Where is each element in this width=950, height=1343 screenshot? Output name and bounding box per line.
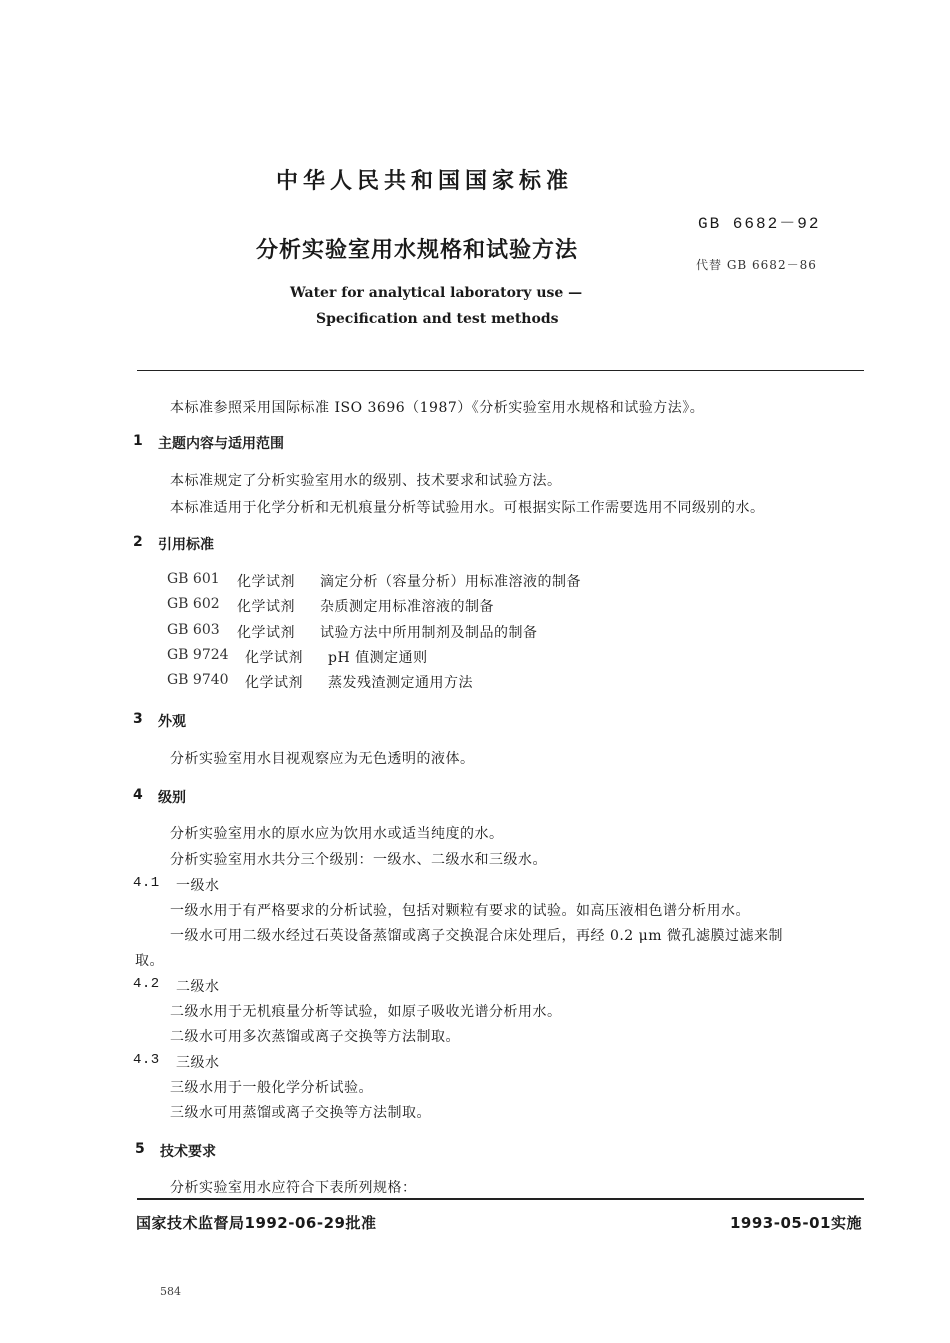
subsection-4-2-number: 4.2	[133, 976, 160, 992]
section-1-title: 主题内容与适用范围	[158, 436, 284, 452]
section-1-number: 1	[133, 433, 143, 449]
ref-code: GB 602	[167, 596, 220, 612]
intro-paragraph: 本标准参照采用国际标准 ISO 3696（1987）《分析实验室用水规格和试验方法》。	[170, 400, 705, 416]
section-4-paragraph: 分析实验室用水的原水应为饮用水或适当纯度的水。	[170, 826, 504, 842]
ref-code: GB 603	[167, 622, 220, 638]
header-divider	[137, 370, 864, 371]
section-5-title: 技术要求	[160, 1144, 216, 1160]
ref-category: 化学试剂	[245, 650, 303, 666]
subsection-4-3-paragraph: 三级水可用蒸馏或离子交换等方法制取。	[170, 1105, 431, 1121]
subsection-4-1-number: 4.1	[133, 875, 160, 891]
replaces-standard: 代替 GB 6682－86	[696, 258, 817, 272]
section-2-title: 引用标准	[158, 537, 214, 553]
ref-name: 杂质测定用标准溶液的制备	[320, 599, 494, 615]
ref-category: 化学试剂	[237, 625, 295, 641]
ref-category: 化学试剂	[237, 574, 295, 590]
ref-name: 试验方法中所用制剂及制品的制备	[320, 625, 538, 641]
document-title-en-line2: Specification and test methods	[316, 311, 559, 327]
subsection-4-2-title: 二级水	[176, 979, 220, 995]
ref-name: pH 值测定通则	[328, 650, 428, 666]
ref-code: GB 9724	[167, 647, 229, 663]
page-number: 584	[160, 1285, 181, 1298]
section-4-paragraph: 分析实验室用水共分三个级别：一级水、二级水和三级水。	[170, 852, 547, 868]
subsection-4-3-paragraph: 三级水用于一般化学分析试验。	[170, 1080, 373, 1096]
subsection-4-1-paragraph: 一级水可用二级水经过石英设备蒸馏或离子交换混合床处理后，再经 0.2 μm 微孔滤膜过滤来制	[170, 928, 783, 944]
national-standard-heading: 中华人民共和国国家标准	[276, 169, 574, 194]
section-3-number: 3	[133, 711, 143, 727]
approval-line: 国家技术监督局1992-06-29批准	[136, 1214, 377, 1232]
section-2-number: 2	[133, 534, 143, 550]
subsection-4-1-paragraph: 一级水用于有严格要求的分析试验，包括对颗粒有要求的试验。如高压液相色谱分析用水。	[170, 903, 750, 919]
document-title-en-line1: Water for analytical laboratory use —	[290, 285, 583, 301]
footer-divider	[137, 1198, 864, 1200]
section-1-paragraph: 本标准适用于化学分析和无机痕量分析等试验用水。可根据实际工作需要选用不同级别的水。	[170, 500, 765, 516]
section-5-number: 5	[135, 1141, 145, 1157]
section-3-paragraph: 分析实验室用水目视观察应为无色透明的液体。	[170, 751, 475, 767]
section-5-paragraph: 分析实验室用水应符合下表所列规格：	[170, 1180, 417, 1196]
standard-number: GB 6682－92	[698, 215, 821, 233]
ref-name: 蒸发残渣测定通用方法	[328, 675, 473, 691]
ref-category: 化学试剂	[237, 599, 295, 615]
subsection-4-1-title: 一级水	[176, 878, 220, 894]
ref-code: GB 9740	[167, 672, 229, 688]
ref-name: 滴定分析（容量分析）用标准溶液的制备	[320, 574, 581, 590]
section-4-number: 4	[133, 787, 143, 803]
subsection-4-3-title: 三级水	[176, 1055, 220, 1071]
section-1-paragraph: 本标准规定了分析实验室用水的级别、技术要求和试验方法。	[170, 473, 562, 489]
ref-category: 化学试剂	[245, 675, 303, 691]
subsection-4-2-paragraph: 二级水用于无机痕量分析等试验，如原子吸收光谱分析用水。	[170, 1004, 562, 1020]
subsection-4-3-number: 4.3	[133, 1052, 160, 1068]
ref-code: GB 601	[167, 571, 220, 587]
effective-date: 1993-05-01实施	[730, 1214, 862, 1232]
subsection-4-2-paragraph: 二级水可用多次蒸馏或离子交换等方法制取。	[170, 1029, 460, 1045]
section-3-title: 外观	[158, 714, 186, 730]
document-title-cn: 分析实验室用水规格和试验方法	[256, 238, 579, 263]
section-4-title: 级别	[158, 790, 186, 806]
subsection-4-1-paragraph-cont: 取。	[135, 953, 164, 969]
